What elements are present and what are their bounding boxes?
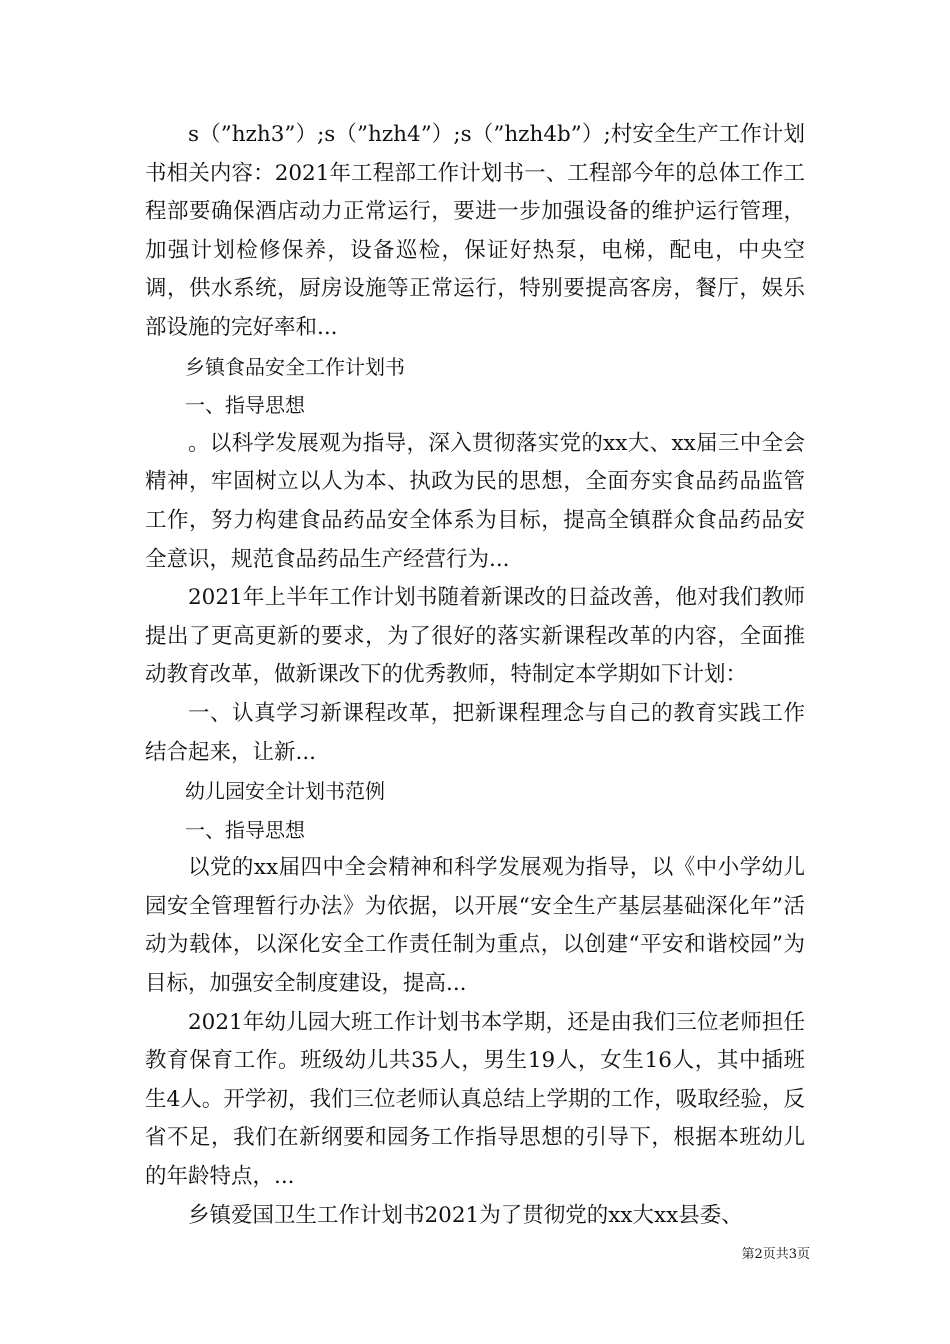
paragraph-senior-class-plan: 2021年幼儿园大班工作计划书本学期，还是由我们三位老师担任教育保育工作。班级幼儿共35人，男生19人，女生16人，其中插班生4人。开学初，我们三位老师认真总结上学期的工作，吸取经验，反省不足，我们在新纲要和园务工作指导思想的引导下，根据本班幼儿的年龄特点，... [145, 1009, 805, 1190]
heading-guiding-ideology-2: 一、指导思想 [185, 817, 305, 842]
paragraph-intro: s（”hzh3”）;s（”hzh4”）;s（”hzh4b”）;村安全生产工作计划书相关内容：2021年工程部工作计划书一、工程部今年的总体工作工程部要确保酒店动力正常运行，要进一步加强设备的维护运行管理，加强计划检修保养，设备巡检，保证好热泵，电梯，配电，中央空调，供水系统，厨房设施等正常运行，特别要提高客房，餐厅，娱乐部设施的完好率和... [145, 122, 805, 340]
heading-food-safety-plan: 乡镇食品安全工作计划书 [185, 354, 405, 379]
paragraph-patriotic-health: 乡镇爱国卫生工作计划书2021为了贯彻党的xx大xx县委、 [188, 1202, 743, 1228]
heading-kindergarten-safety: 幼儿园安全计划书范例 [185, 779, 385, 804]
paragraph-food-safety: 。以科学发展观为指导，深入贯彻落实党的xx大、xx届三中全会精神，牢固树立以人为本、执政为民的思想，全面夯实食品药品监管工作，努力构建食品药品安全体系为目标，提高全镇群众食品药品安全意识，规范食品药品生产经营行为... [145, 430, 805, 572]
page-number: 第2页共3页 [741, 1247, 810, 1262]
paragraph-half-year-plan: 2021年上半年工作计划书随着新课改的日益改善，他对我们教师提出了更高更新的要求，为了很好的落实新课程改革的内容，全面推动教育改革，做新课改下的优秀教师，特制定本学期如下计划： [145, 585, 805, 688]
paragraph-kindergarten-safety: 以党的xx届四中全会精神和科学发展观为指导，以《中小学幼儿园安全管理暂行办法》为依据，以开展“安全生产基层基础深化年”活动为载体，以深化安全工作责任制为重点，以创建“平安和谐校园”为目标，加强安全制度建设，提高... [145, 855, 805, 997]
heading-guiding-ideology-1: 一、指导思想 [185, 393, 305, 418]
document-body [145, 116, 805, 1235]
paragraph-new-curriculum: 一、认真学习新课程改革，把新课程理念与自己的教育实践工作结合起来，让新... [145, 700, 805, 765]
